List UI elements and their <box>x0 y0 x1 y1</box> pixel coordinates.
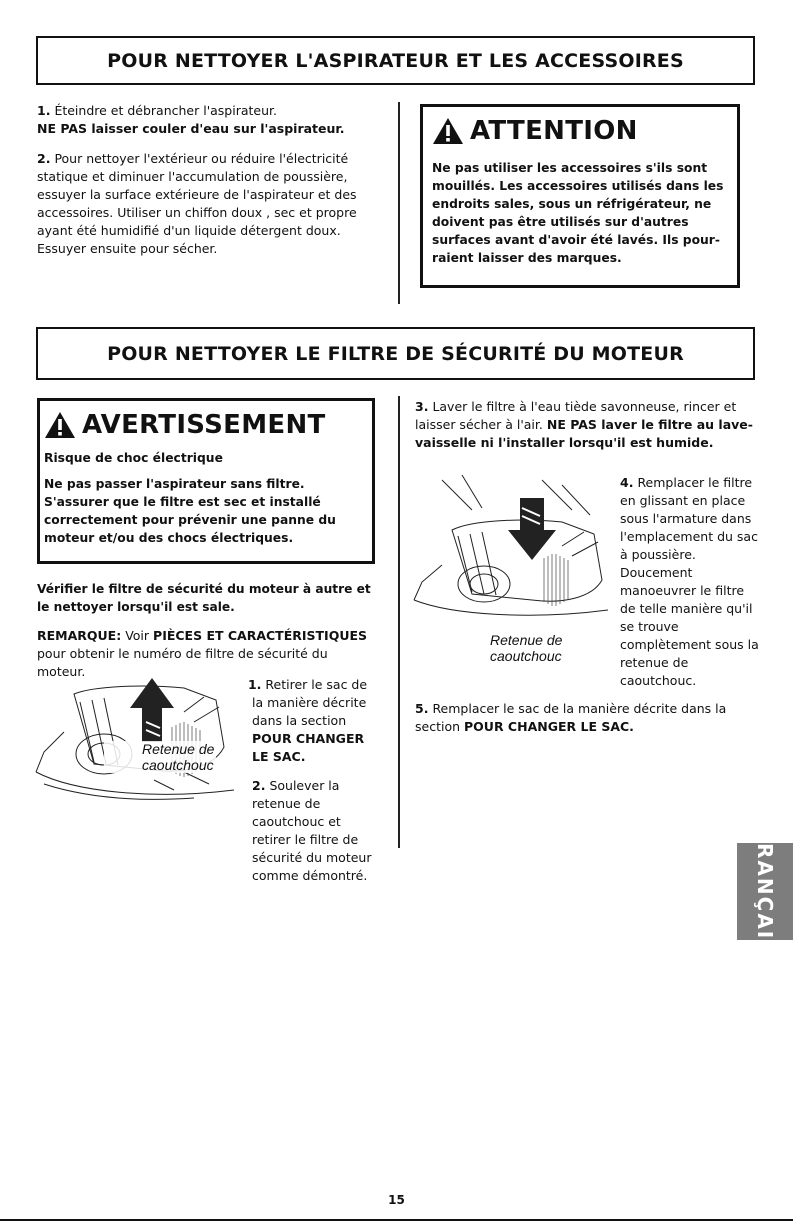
step-1-warning: NE PAS laisser couler d'eau sur l'aspirateur. <box>37 121 345 136</box>
warning-box <box>37 398 375 564</box>
warning-triangle-icon <box>44 411 76 439</box>
cleaning-steps <box>37 102 372 258</box>
filter-check-text: Vérifier le filtre de sécurité du moteur à autre et le nettoyer lorsqu'il est sale. <box>37 582 371 614</box>
section-banner-filter <box>36 327 755 380</box>
replace-filter-step: 4. Remplacer le filtre en glissant en place sous l'armature dans l'emplacement du sac à poussière. Doucement manoeuvrer le filtre de telle manière qu'il se trouve complètement sous la retenue de caoutchouc. <box>620 475 759 688</box>
filter-removal-illustration <box>34 672 244 802</box>
language-tab: FRANÇAIS <box>737 843 793 940</box>
column-divider <box>398 102 400 304</box>
removal-step-1: 1. Retirer le sac de la manière décrite dans la section POUR CHANGER LE SAC. <box>247 677 368 764</box>
warning-subtitle: Risque de choc électrique <box>44 451 223 465</box>
attention-box <box>420 104 740 288</box>
wash-step: 3. Laver le filtre à l'eau tiède savonneuse, rincer et laisser sécher à l'air. NE PAS laver le filtre au lave-vaisselle ni l'installer lorsqu'il est humide. <box>415 399 753 450</box>
step-1: 1. Éteindre et débrancher l'aspirateur. <box>37 103 277 118</box>
section-title: POUR NETTOYER LE FILTRE DE SÉCURITÉ DU MOTEUR <box>107 342 684 365</box>
attention-title: ATTENTION <box>432 117 729 145</box>
down-arrow-icon <box>508 498 556 560</box>
filter-replacement-illustration <box>412 470 612 620</box>
attention-text: Ne pas utiliser les accessoires s'ils sont mouillés. Les accessoires utilisés dans les endroits sales, sous un réfrigérateur, ne doivent pas être utilisés sur d'autres surfaces avant d'avoir été lavés. Ils pour-raient laisser des marques. <box>432 161 724 265</box>
up-arrow-icon <box>130 678 174 742</box>
step-2: 2. Pour nettoyer l'extérieur ou réduire l'électricité statique et diminuer l'accumulation de poussière, essuyer la surface extérieure de l'aspirateur et des accessoires. Utiliser un chiffon doux , sec et propre ayant été humidifié d'un liquide détergent doux. Essuyer ensuite pour sécher. <box>37 151 357 256</box>
page-number: 15 <box>388 1193 405 1207</box>
section-banner-cleaning <box>36 36 755 85</box>
bottom-rule <box>0 1219 793 1221</box>
remark: REMARQUE: Voir PIÈCES ET CARACTÉRISTIQUES pour obtenir le numéro de filtre de sécurité du moteur. <box>37 628 368 679</box>
removal-steps <box>247 676 374 885</box>
removal-step-2: 2. Soulever la retenue de caoutchouc et retirer le filtre de sécurité du moteur comme démontré. <box>252 778 372 883</box>
warning-triangle-icon <box>432 117 464 145</box>
column-divider <box>398 396 400 848</box>
figure-label: Retenue de caoutchouc <box>104 741 216 773</box>
warning-title: AVERTISSEMENT <box>44 411 368 439</box>
figure-label: Retenue de caoutchouc <box>478 632 564 664</box>
replace-bag-step: 5. Remplacer le sac de la manière décrite dans la section POUR CHANGER LE SAC. <box>415 701 727 734</box>
warning-text: Ne pas passer l'aspirateur sans filtre. S'assurer que le filtre est sec et installé correctement pour prévenir une panne du moteur et/ou des chocs électriques. <box>44 477 336 545</box>
section-title: POUR NETTOYER L'ASPIRATEUR ET LES ACCESSOIRES <box>107 49 684 72</box>
